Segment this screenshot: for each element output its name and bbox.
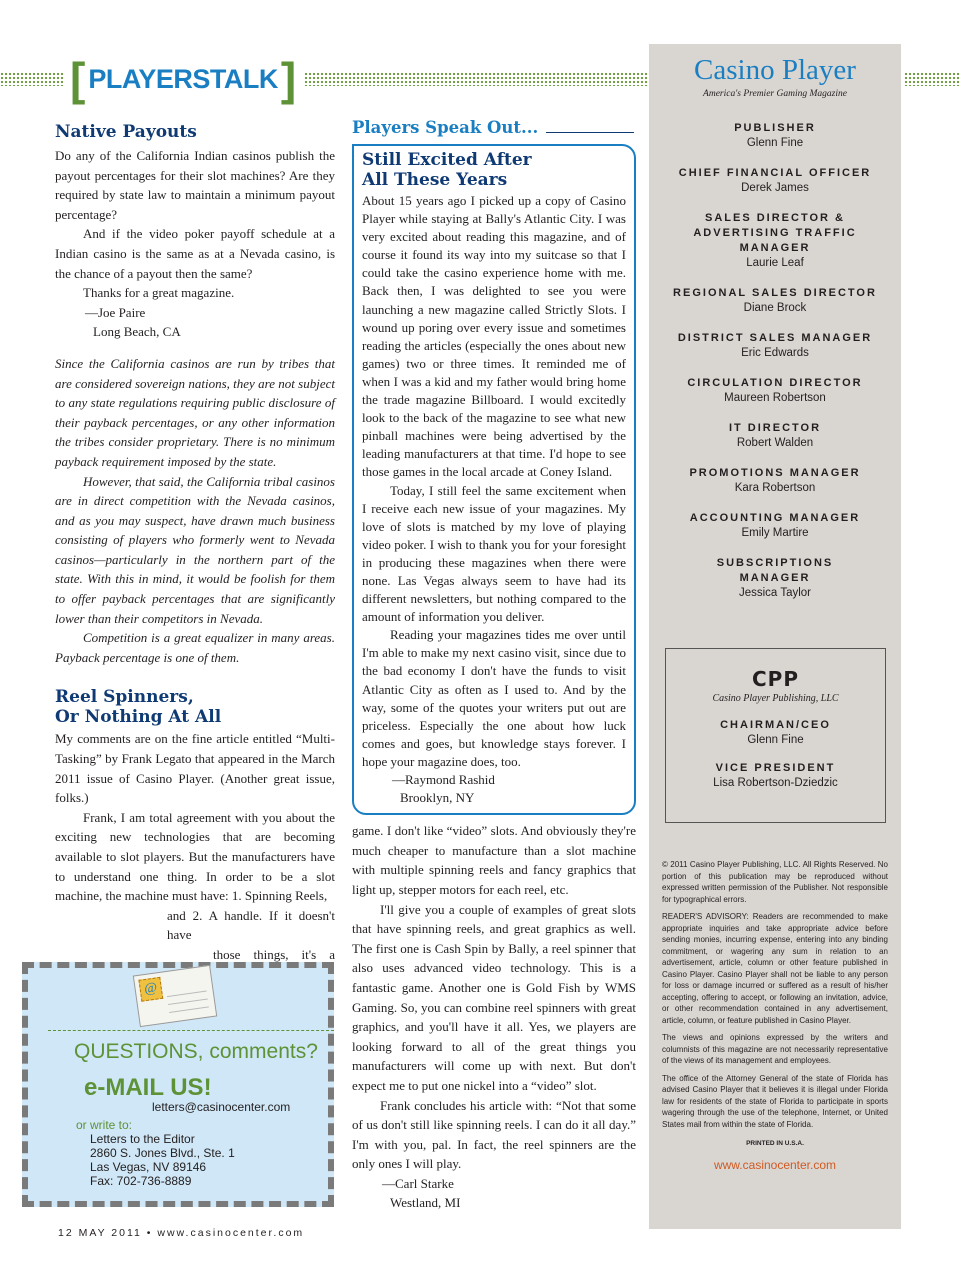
letter-paragraph: Frank, I am total agreement with you about the exciting new technologies that are becoming available to slot players. But the manufacturers have to understand one thing. In order to be a slot machine, the machine must have: 1. Spinning Reels, [55,809,335,904]
publisher-name: Casino Player Publishing, LLC [712,693,839,704]
featured-letter-title: Still Excited After All These Years [362,150,532,190]
editor-reply: Since the California casinos are run by tribes that are considered sovereign nations, they are not subject to any state regulations requiring public disclosure of their payback percentages, or any other information the tribes consider proprietary. There is no minimum payback requirement imposed by the state. [55,355,335,469]
staff-entry: IT DIRECTOR Robert Walden [728,422,822,449]
bracket-close: ] [280,53,297,105]
letter-paragraph: Frank concludes his article with: “Not that some of us don't still like spinning reels. I can do it all day.” I'm with you, pal. In fact, the reel spinners are the only ones I will play. [352,1097,636,1172]
letter-paragraph: Do any of the California Indian casinos publish the payout percentages for their slot machines? Are they required by state law to maintain a minimum payout percentage? [55,148,335,222]
staff-entry: VICE PRESIDENT Lisa Robertson-Dziedzic [713,762,838,789]
publisher-box [665,648,886,823]
players-speak-out-heading: Players Speak Out... [352,118,539,137]
cpp-logo: CPP [752,667,799,691]
staff-entry: PUBLISHER Glenn Fine [734,122,816,149]
divider [48,1030,334,1031]
staff-entry: PROMOTIONS MANAGER Kara Robertson [689,467,861,494]
contact-box [22,962,334,1207]
email-us-heading: e-MAIL US! [84,1074,212,1101]
native-payouts-title: Native Payouts [55,122,197,142]
letter-paragraph: My comments are on the fine article entitled “Multi-Tasking” by Frank Legato that appeared in the March 2011 issue of Casino Player. (Another great issue, folks.) [55,731,335,806]
website-link[interactable]: www.casinocenter.com [713,1158,837,1172]
letter-signature: —Carl Starke [382,1175,454,1191]
page-folio: 12 MAY 2011 • www.casinocenter.com [58,1227,305,1239]
brand-title: PLAYERSTALK [88,63,278,94]
staff-entry: SUBSCRIPTIONS MANAGER Jessica Taylor [716,557,834,599]
letter-paragraph: Thanks for a great magazine. [83,285,235,301]
editor-reply: However, that said, the California tribal casinos are in direct competition with the Nevada casinos, and as you may suspect, have drawn much business consisting of players who formerly went to Nevada casinos—particularly in the northern part of the state. With this in mind, it would be foolish for them to offer payback percentages that are significantly lower than their competitors in Nevada. [55,473,335,626]
section-header [70,53,297,105]
staff-entry: CHAIRMAN/CEO Glenn Fine [720,719,831,746]
mailing-address: Letters to the Editor 2860 S. Jones Blvd., Ste. 1 Las Vegas, NV 89146 Fax: 702-736-8889 [90,1132,235,1188]
letter-paragraph: game. I don't like “video” slots. And obviously they're much cheaper to manufacture than a slot machine with multiple spinning reels and fancy graphics that light up, stepper motors for each reel, etc. [352,823,636,897]
letter-paragraph: About 15 years ago I picked up a copy of Casino Player while staying at Bally's Atlantic City. I was very excited about reading this magazine, and of course it found its way into my suitcase so that I could take the casino experience home with me. Back then, I was delighted to see you were launching a new magazine called Strictly Slots. I wound up poring over every issue and sometimes reading the articles (especially the ones about new games) two or three times. It reminded me of when I was a kid and my father would bring home the trade magazine Billboard. I would excitedly look to the back of the magazine to see what new pinball machines were being advertised by the leading manufacturers at that time. I'd hope to see those games in the local arcade at Coney Island. [362,193,626,480]
masthead-sidebar [649,44,901,1229]
letter-paragraph: those things, it's a [213,946,335,962]
legal-notice: © 2011 Casino Player Publishing, LLC. All Rights Reserved. No portion of this publication may be reproduced without expressed written permission of the Publisher. Not responsible for typographical errors. READER'S ADVISORY: Readers are recommended to make appropriate inquiries and take appropriate advice before sending monies, incurring expense, entering into any binding commitment, or wagering any sum in relation to an advertisement, article, column or other feature published in Casino Player. Casino Player shall not be liable to any person for loss or damage incurred or suffered as a result of his/her accepting, offering to accept, or following an invitation, advice, or other recommendation contained in any advertisement, article, column, or feature published in Casino Player. The views and opinions expressed by the writers and columnists of this magazine are not necessarily representative of the views of its management and employees. The office of the Attorney General of the state of Florida has advised Casino Player that it believes it is illegal under Florida law for residents of the state of Florida to participate in sports wagering through the use of the telephone, Internet, or United States mail from within the state of Florida. [662,860,888,1129]
reel-spinners-title: Reel Spinners, Or Nothing At All [55,687,222,728]
staff-entry: DISTRICT SALES MANAGER Eric Edwards [677,332,873,359]
magazine-logo: Casino Player [694,54,856,86]
column-one [55,122,335,984]
magazine-tagline: America's Premier Gaming Magazine [703,89,847,99]
envelope-icon [133,965,217,1027]
header-dots-far-right [904,72,960,86]
staff-entry: REGIONAL SALES DIRECTOR Diane Brock [673,287,877,314]
letter-signature: —Joe Paire [85,304,146,320]
header-dots-left [0,72,64,86]
letter-location: Long Beach, CA [93,324,181,340]
bracket-open: [ [70,53,86,105]
letter-paragraph: Reading your magazines tides me over until I'm able to make my next casino visit, since due to the bad economy I don't have the funds to visit Atlantic City as often as I used to. And by the way, some of the quotes your writers put out are priceless. Especially the one about how luck comes and goes, but knowledge stays forever. I hope your magazine does, too. [362,627,626,769]
featured-letter-box [352,144,636,815]
staff-entry: ACCOUNTING MANAGER Emily Martire [689,512,861,539]
printed-notice: PRINTED IN U.S.A. [746,1140,804,1147]
staff-entry: CIRCULATION DIRECTOR Maureen Robertson [687,377,863,404]
letter-location: Brooklyn, NY [400,790,475,806]
heading-rule [546,132,634,133]
header-dots-right [304,72,647,86]
staff-entry: SALES DIRECTOR & ADVERTISING TRAFFIC MANAGER Laurie Leaf [693,212,857,269]
write-to-label: or write to: [76,1118,133,1132]
at-sign-icon: @ [138,977,163,1002]
letter-paragraph: I'll give you a couple of examples of great slots that have spinning reels, and great graphics as well. The first one is Cash Spin by Bally, a reel spinner that also uses advanced video technology. This is a fantastic game. Another one is Gold Fish by WMS Gaming. So, you can combine reel spinners with great graphics, and you'll have it all. Yes, we players are looking forward to all of the great things you manufacturers will come up with next. But don't expect me to put one nickel into a “video” slot. [352,901,636,1093]
editor-reply: Competition is a great equalizer in many areas. Payback percentage is one of them. [55,630,335,665]
questions-heading: QUESTIONS, comments? [74,1040,318,1063]
letter-paragraph: and 2. A handle. If it doesn't have [167,907,335,943]
letter-signature: —Raymond Rashid [392,772,495,787]
letter-paragraph: Today, I still feel the same excitement when I receive each new issue of your magazines. My love of slots is matched by my love of playing video poker. I wish to thank you for your foresight in producing these magazines when there were none. Las Vegas always seem to have had its different newsletters, but nothing compared to the amount of information you deliver. [362,482,626,625]
letter-location: Westland, MI [390,1195,461,1211]
staff-entry: CHIEF FINANCIAL OFFICER Derek James [678,167,872,194]
column-two [352,118,636,1213]
email-link[interactable]: letters@casinocenter.com [152,1100,291,1114]
letter-paragraph: And if the video poker payoff schedule at a Indian casino is the same as at a Nevada casino, is the chance of a payout then the same? [55,226,335,281]
